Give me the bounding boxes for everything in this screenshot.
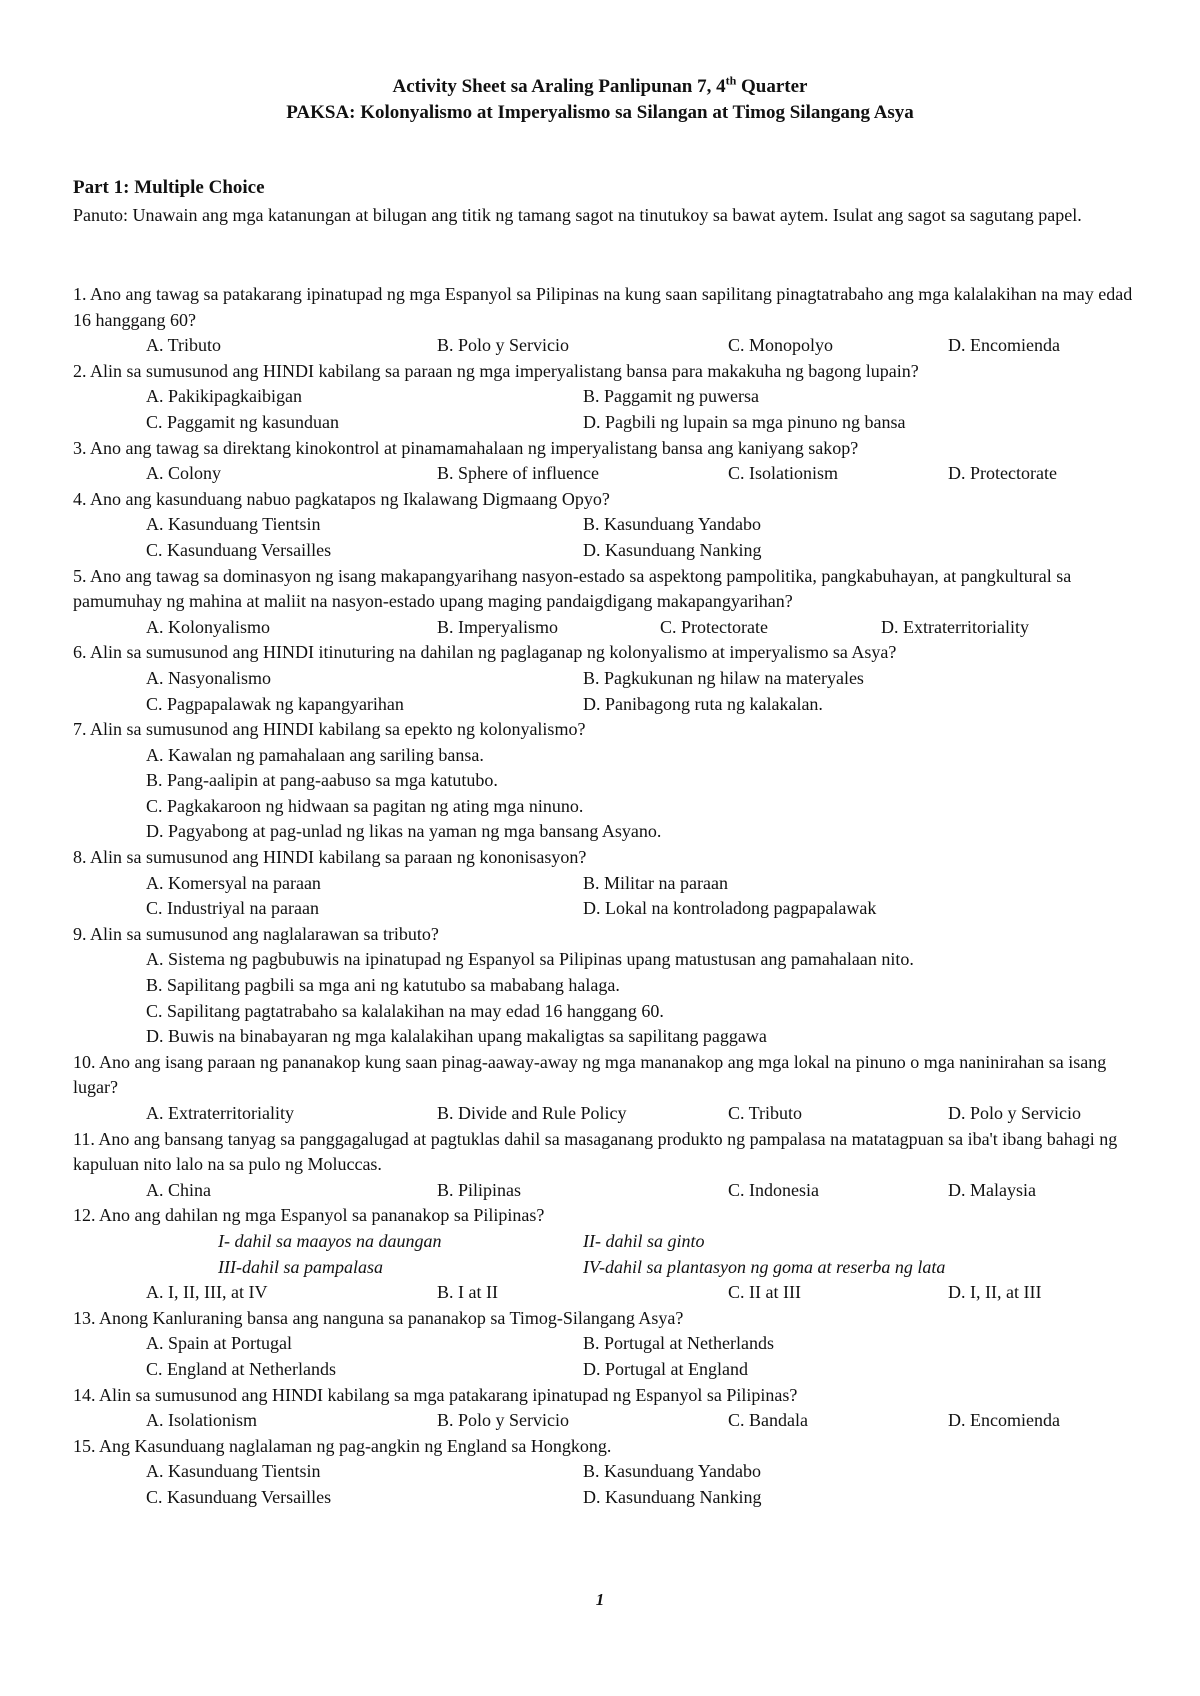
part-heading: Part 1: Multiple Choice [73,177,265,198]
statement-row [73,1255,1133,1281]
choice-b[interactable]: B. Sphere of influence [437,463,599,484]
choices-row [73,692,1133,718]
choice-b[interactable]: B. Polo y Servicio [437,1410,570,1431]
question-list [73,282,1133,1511]
choices-row [73,896,1133,922]
choice-b[interactable]: B. I at II [437,1282,498,1303]
choices-row [73,1178,1133,1204]
choice-a[interactable]: A. Kolonyalismo [146,616,270,637]
choice-a[interactable]: A. Isolationism [146,1410,257,1431]
choice-d[interactable]: D. Polo y Servicio [948,1103,1081,1123]
choice-a[interactable]: A. Kawalan ng pamahalaan ang sariling bansa. [146,744,484,765]
choice-a[interactable]: A. Spain at Portugal [146,1333,292,1354]
choice-c[interactable]: C. Isolationism [728,463,839,484]
choices-row [73,461,1133,487]
choice-a[interactable]: A. I, II, III, at IV [146,1282,268,1303]
choice-c[interactable]: C. Industriyal na paraan [146,898,319,919]
choices-row [73,1280,1133,1306]
document-title: Activity Sheet sa Araling Panlipunan 7, 4th Quarter [392,73,808,97]
choice-c[interactable]: C. Pagkakaroon ng hidwaan sa pagitan ng ating mga ninuno. [146,795,584,816]
question-12: 12. Ano ang dahilan ng mga Espanyol sa pananakop sa Pilipinas? [73,1205,545,1226]
choice-b[interactable]: B. Militar na paraan [583,872,728,893]
question-1: 1. Ano ang tawag sa patakarang ipinatupad ng mga Espanyol sa Pilipinas na kung saan sapilitang pinagtatrabaho ang mga kalalakihan na may edad 16 hanggang 60? [73,284,1133,330]
choices-row [73,1101,1133,1127]
choice-b[interactable]: B. Pagkukunan ng hilaw na materyales [583,667,864,688]
choice-d[interactable]: D. Pagbili ng lupain sa mga pinuno ng bansa [583,411,906,432]
choice-d[interactable]: D. Malaysia [948,1179,1036,1200]
statement-ii: II- dahil sa ginto [583,1230,705,1251]
question-10: 10. Ano ang isang paraan ng pananakop kung saan pinag-aaway-away ng mga mananakop ang mga lokal na pinuno o mga naninirahan sa isang lugar? [73,1051,1107,1098]
choice-b[interactable]: B. Pang-aalipin at pang-aabuso sa mga katutubo. [146,770,498,791]
choices-row [73,1485,1133,1511]
statement-iv: IV-dahil sa plantasyon ng goma at reserba ng lata [583,1256,946,1277]
question-5: 5. Ano ang tawag sa dominasyon ng isang makapangyarihang nasyon-estado sa aspektong pampolitika, pangkabuhayan, at pangkultural sa pamumuhay ng mahina at maliit na nasyon-estado upang maging pandaigdigang makapangyarihan? [73,565,1072,612]
choice-a[interactable]: A. Tributo [146,335,222,356]
choice-b[interactable]: B. Paggamit ng puwersa [583,386,759,407]
choices-row [73,1408,1133,1434]
question-11: 11. Ano ang bansang tanyag sa panggagalugad at pagtuklas dahil sa masaganang produkto ng pampalasa na matatagpuan sa iba't ibang bahagi ng kapuluan nito lalo na sa pulo ng Moluccas. [73,1128,1118,1175]
choice-b[interactable]: B. Portugal at Netherlands [583,1333,774,1354]
choices-row [73,410,1133,436]
choice-d[interactable]: D. Kasunduang Nanking [583,1486,762,1507]
choices-row [73,794,1133,820]
choice-c[interactable]: C. England at Netherlands [146,1358,336,1379]
statement-iii: III-dahil sa pampalasa [218,1256,383,1277]
choice-c[interactable]: C. Tributo [728,1103,803,1123]
choices-row [73,871,1133,897]
choice-b[interactable]: B. Kasunduang Yandabo [583,1461,761,1482]
choice-c[interactable]: C. Monopolyo [728,335,834,356]
document-subtitle: PAKSA: Kolonyalismo at Imperyalismo sa Silangan at Timog Silangang Asya [286,102,914,123]
question-9: 9. Alin sa sumusunod ang naglalarawan sa tributo? [73,923,439,944]
choices-row [73,973,1133,999]
statement-i: I- dahil sa maayos na daungan [218,1230,442,1251]
question-7: 7. Alin sa sumusunod ang HINDI kabilang sa epekto ng kolonyalismo? [73,719,586,740]
choice-a[interactable]: A. China [146,1179,211,1200]
choices-row [73,666,1133,692]
choice-d[interactable]: D. I, II, at III [948,1282,1042,1303]
choice-a[interactable]: A. Kasunduang Tientsin [146,1461,321,1482]
choices-row [73,1357,1133,1383]
choices-row [73,819,1133,845]
question-4: 4. Ano ang kasunduang nabuo pagkatapos ng Ikalawang Digmaang Opyo? [73,488,610,509]
choice-b[interactable]: B. Imperyalismo [437,616,558,637]
choice-c[interactable]: C. Indonesia [728,1179,819,1200]
choice-a[interactable]: A. Komersyal na paraan [146,872,321,893]
question-8: 8. Alin sa sumusunod ang HINDI kabilang sa paraan ng kononisasyon? [73,847,587,868]
choice-c[interactable]: C. Paggamit ng kasunduan [146,411,339,432]
choice-d[interactable]: D. Lokal na kontroladong pagpapalawak [583,898,877,919]
question-13: 13. Anong Kanluraning bansa ang nanguna sa pananakop sa Timog-Silangang Asya? [73,1307,684,1328]
choice-b[interactable]: B. Pilipinas [437,1179,522,1200]
question-2: 2. Alin sa sumusunod ang HINDI kabilang sa paraan ng mga imperyalistang bansa para makakuha ng bagong lupain? [73,360,919,381]
choice-d[interactable]: D. Pagyabong at pag-unlad ng likas na yaman ng mga bansang Asyano. [146,821,662,842]
choices-row [73,538,1133,564]
choices-row [73,1331,1133,1357]
question-6: 6. Alin sa sumusunod ang HINDI itinuturing na dahilan ng paglaganap ng kolonyalismo at imperyalismo sa Asya? [73,642,897,663]
choice-c[interactable]: C. II at III [728,1282,801,1303]
choices-row [73,333,1133,359]
choices-row [73,999,1133,1025]
choice-b[interactable]: B. Divide and Rule Policy [437,1103,627,1123]
choice-d[interactable]: D. Protectorate [948,463,1057,484]
choice-d[interactable]: D. Panibagong ruta ng kalakalan. [583,693,823,714]
choices-row [73,512,1133,538]
question-15: 15. Ang Kasunduang naglalaman ng pag-angkin ng England sa Hongkong. [73,1435,612,1456]
choice-c[interactable]: C. Kasunduang Versailles [146,1486,332,1507]
choice-c[interactable]: C. Sapilitang pagtatrabaho sa kalalakihan na may edad 16 hanggang 60. [146,1000,664,1021]
choices-row [73,743,1133,769]
choice-c[interactable]: C. Kasunduang Versailles [146,539,332,560]
statement-row [73,1229,1133,1255]
choice-c[interactable]: C. Bandala [728,1410,808,1431]
choices-row [73,384,1133,410]
choice-b[interactable]: B. Polo y Servicio [437,335,570,356]
choices-row [73,768,1133,794]
choice-a[interactable]: A. Sistema ng pagbubuwis na ipinatupad ng Espanyol sa Pilipinas upang matustusan ang pamahalaan nito. [146,949,914,970]
page-number: 1 [595,1590,605,1609]
choice-d[interactable]: D. Extraterritoriality [881,616,1029,637]
choice-b[interactable]: B. Kasunduang Yandabo [583,514,761,535]
choices-row [73,1459,1133,1485]
choice-c[interactable]: C. Pagpapalawak ng kapangyarihan [146,693,404,714]
choice-d[interactable]: D. Encomienda [948,335,1060,356]
choice-d[interactable]: D. Buwis na binabayaran ng mga kalalakihan upang makaligtas sa sapilitang paggawa [146,1026,767,1047]
choice-d[interactable]: D. Portugal at England [583,1358,748,1379]
choice-d[interactable]: D. Encomienda [948,1410,1060,1431]
question-14: 14. Alin sa sumusunod ang HINDI kabilang sa mga patakarang ipinatupad ng Espanyol sa Pilipinas? [73,1384,798,1405]
choice-a[interactable]: A. Colony [146,463,222,484]
choices-row [73,947,1133,973]
choice-a[interactable]: A. Nasyonalismo [146,667,271,688]
choices-row [73,1024,1133,1050]
question-3: 3. Ano ang tawag sa direktang kinokontrol at pinamamahalaan ng imperyalistang bansa ang kaniyang sakop? [73,437,859,458]
choice-d[interactable]: D. Kasunduang Nanking [583,539,762,560]
instructions: Panuto: Unawain ang mga katanungan at bilugan ang titik ng tamang sagot na tinutukoy sa bawat aytem. Isulat ang sagot sa sagutang papel. [73,205,1082,225]
choice-c[interactable]: C. Protectorate [660,616,768,637]
choice-a[interactable]: A. Pakikipagkaibigan [146,386,302,407]
choice-b[interactable]: B. Sapilitang pagbili sa mga ani ng katutubo sa mababang halaga. [146,975,620,996]
choice-a[interactable]: A. Kasunduang Tientsin [146,514,321,535]
choice-a[interactable]: A. Extraterritoriality [146,1103,294,1123]
choices-row [73,615,1133,641]
